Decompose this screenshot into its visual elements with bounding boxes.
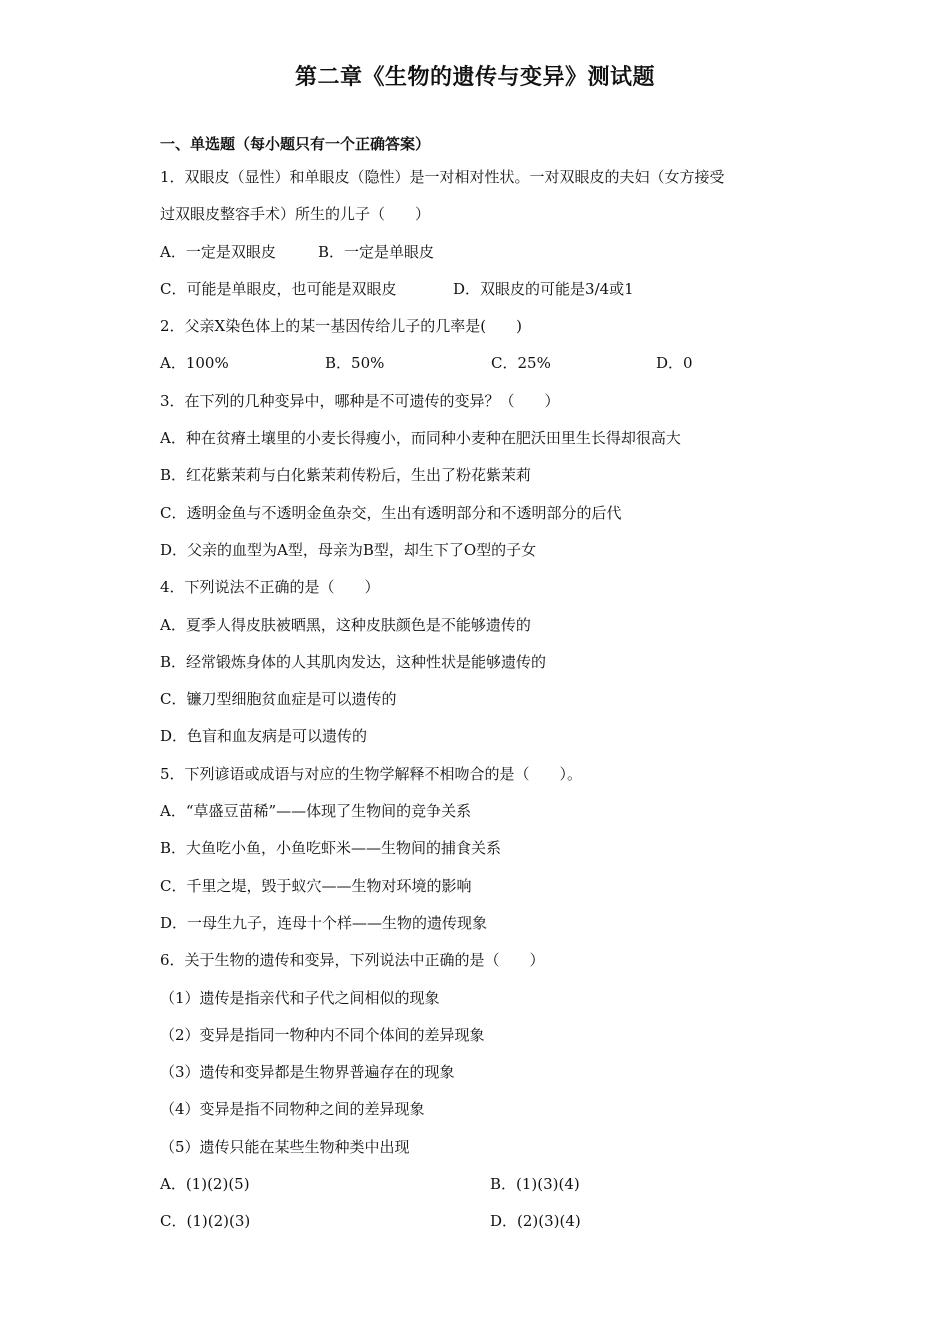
q2-option-d: D．0: [656, 354, 693, 373]
q1-stem-line1: 1．双眼皮（显性）和单眼皮（隐性）是一对相对性状。一对双眼皮的夫妇（女方接受: [160, 168, 725, 186]
q6-stem: 6．关于生物的遗传和变异，下列说法中正确的是（ ）: [160, 951, 545, 970]
q6-option-b: B．(1)(3)(4): [490, 1175, 580, 1194]
q4-option-c: C．镰刀型细胞贫血症是可以遗传的: [160, 690, 397, 709]
q6-options-ab: [160, 1172, 810, 1209]
q2-stem: 2．父亲X染色体上的某一基因传给儿子的几率是( ): [160, 317, 522, 336]
q1-options-cd: [160, 277, 810, 314]
q5-option-d: D．一母生九子，连母十个样——生物的遗传现象: [160, 913, 488, 932]
q1-option-d: D．双眼皮的可能是3/4或1: [453, 279, 634, 298]
q1-option-b: B．一定是单眼皮: [318, 242, 435, 261]
q5-option-c: C．千里之堤，毁于蚁穴——生物对环境的影响: [160, 876, 472, 895]
q6-statement-5: （5）遗传只能在某些生物种类中出现: [160, 1137, 410, 1156]
q3-option-b: B．红花紫茉莉与白化紫茉莉传粉后，生出了粉花紫茉莉: [160, 466, 532, 485]
q3-stem: 3．在下列的几种变异中，哪种是不可遗传的变异？（ ）: [160, 391, 560, 410]
q3-option-c: C．透明金鱼与不透明金鱼杂交，生出有透明部分和不透明部分的后代: [160, 503, 622, 522]
q4-option-a: A．夏季人得皮肤被晒黑，这种皮肤颜色是不能够遗传的: [160, 615, 531, 634]
q6-options-cd: [160, 1209, 810, 1246]
q6-option-c: C．(1)(2)(3): [160, 1212, 251, 1231]
section-heading: 一、单选题（每小题只有一个正确答案）: [160, 135, 431, 153]
q6-statement-2: （2）变异是指同一物种内不同个体间的差异现象: [160, 1025, 485, 1044]
q4-option-b: B．经常锻炼身体的人其肌肉发达，这种性状是能够遗传的: [160, 652, 547, 671]
q1-option-c: C．可能是单眼皮，也可能是双眼皮: [160, 279, 397, 298]
q6-statement-1: （1）遗传是指亲代和子代之间相似的现象: [160, 988, 440, 1007]
q6-option-d: D．(2)(3)(4): [490, 1212, 581, 1231]
q2-options: [160, 351, 810, 388]
q6-statement-4: （4）变异是指不同物种之间的差异现象: [160, 1100, 425, 1119]
q3-option-d: D．父亲的血型为A型，母亲为B型，却生下了O型的子女: [160, 540, 537, 559]
q2-option-c: C．25%: [491, 354, 551, 373]
page-title: 第二章《生物的遗传与变异》测试题: [294, 65, 655, 90]
q1-options-ab: [160, 240, 810, 277]
q5-option-b: B．大鱼吃小鱼，小鱼吃虾米——生物间的捕食关系: [160, 839, 502, 858]
q4-stem: 4．下列说法不正确的是（ ）: [160, 578, 380, 597]
q4-option-d: D．色盲和血友病是可以遗传的: [160, 727, 368, 746]
q6-statement-3: （3）遗传和变异都是生物界普遍存在的现象: [160, 1063, 455, 1082]
q3-option-a: A．种在贫瘠土壤里的小麦长得瘦小，而同种小麦种在肥沃田里生长得却很高大: [160, 429, 681, 448]
q5-stem: 5．下列谚语或成语与对应的生物学解释不相吻合的是（ ）。: [160, 764, 583, 783]
q2-option-a: A．100%: [160, 354, 229, 373]
q1-option-a: A．一定是双眼皮: [160, 242, 276, 261]
q5-option-a: A．“草盛豆苗稀”——体现了生物间的竞争关系: [160, 802, 472, 821]
q2-option-b: B．50%: [325, 354, 385, 373]
question-list: [160, 165, 810, 1247]
q1-stem-line2: 过双眼皮整容手术）所生的儿子（ ）: [160, 205, 431, 224]
q6-option-a: A．(1)(2)(5): [160, 1175, 250, 1194]
